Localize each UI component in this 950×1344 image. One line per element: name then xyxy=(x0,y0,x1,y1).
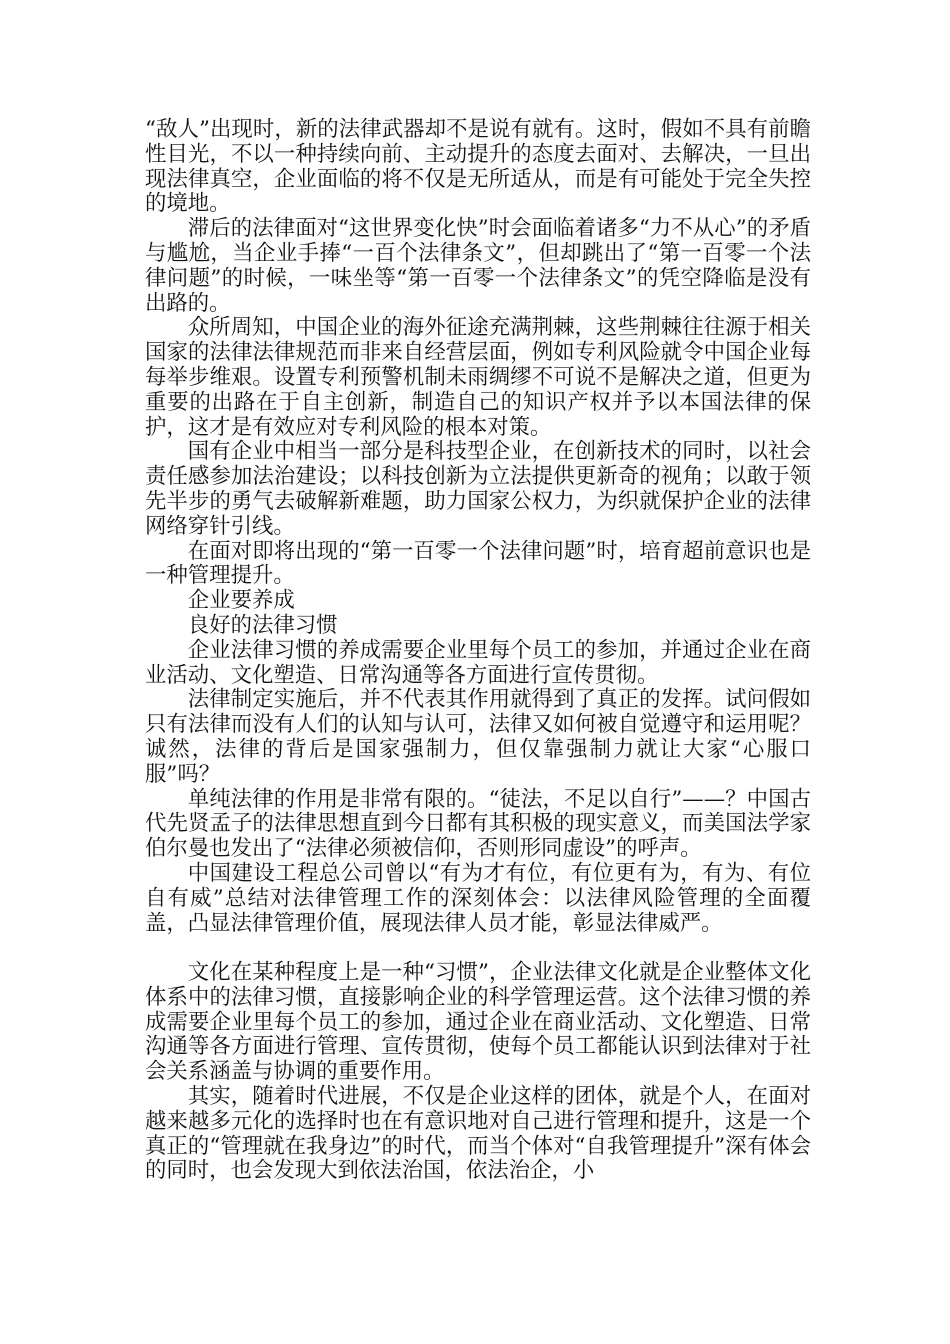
blank-line xyxy=(145,936,811,961)
paragraph: 在面对即将出现的“第一百零一个法律问题”时，培育超前意识也是一种管理提升。 xyxy=(145,538,811,589)
paragraph: 其实，随着时代进展，不仅是企业这样的团体，就是个人，在面对越来越多元化的选择时也在有意识地对自己进行管理和提升，这是一个真正的“管理就在我身边”的时代，而当个体对“自我管理提升”深有体会的同时，也会发现大到依法治国，依法治企，小 xyxy=(145,1084,811,1184)
section-heading-line-1: 企业要养成 xyxy=(187,588,295,614)
paragraph: 众所周知，中国企业的海外征途充满荆棘，这些荆棘往往源于相关国家的法律法律规范而非来自经营层面，例如专利风险就令中国企业每每举步维艰。设置专利预警机制未雨绸缪不可说不是解决之道，但更为重要的出路在于自主创新，制造自己的知识产权并予以本国法律的保护，这才是有效应对专利风险的根本对策。 xyxy=(145,315,811,440)
document-body xyxy=(145,118,811,1184)
paragraph: 企业法律习惯的养成需要企业里每个员工的参加，并通过企业在商业活动、文化塑造、日常沟通等各方面进行宣传贯彻。 xyxy=(145,637,811,688)
paragraph: 中国建设工程总公司曾以“有为才有位，有位更有为，有为、有位自有威”总结对法律管理工作的深刻体会：以法律风险管理的全面覆盖，凸显法律管理价值，展现法律人员才能，彰显法律威严。 xyxy=(145,860,811,936)
paragraph: 国有企业中相当一部分是科技型企业，在创新技术的同时，以社会责任感参加法治建设；以科技创新为立法提供更新奇的视角；以敢于领先半步的勇气去破解新难题，助力国家公权力，为织就保护企业的法律网络穿针引线。 xyxy=(145,439,811,539)
paragraph: “敌人”出现时，新的法律武器却不是说有就有。这时，假如不具有前瞻性目光，不以一种持续向前、主动提升的态度去面对、去解决，一旦出现法律真空，企业面临的将不仅是无所适从，而是有可能处于完全失控的境地。 xyxy=(145,117,811,217)
paragraph: 滞后的法律面对“这世界变化快”时会面临着诸多“力不从心”的矛盾与尴尬，当企业手捧“一百个法律条文”，但却跳出了“第一百零一个法律问题”的时候，一味坐等“第一百零一个法律条文”的凭空降临是没有出路的。 xyxy=(145,216,811,316)
section-heading-line-2: 良好的法律习惯 xyxy=(187,612,338,638)
paragraph: 法律制定实施后，并不代表其作用就得到了真正的发挥。试问假如只有法律而没有人们的认知与认可，法律又如何被自觉遵守和运用呢？诚然，法律的背后是国家强制力，但仅靠强制力就让大家“心服口服”吗？ xyxy=(145,687,811,787)
paragraph: 文化在某种程度上是一种“习惯”，企业法律文化就是企业整体文化体系中的法律习惯，直接影响企业的科学管理运营。这个法律习惯的养成需要企业里每个员工的参加，通过企业在商业活动、文化塑造、日常沟通等各方面进行管理、宣传贯彻，使每个员工都能认识到法律对于社会关系涵盖与协调的重要作用。 xyxy=(145,960,811,1085)
paragraph: 单纯法律的作用是非常有限的。“徒法，不足以自行”——？中国古代先贤孟子的法律思想直到今日都有其积极的现实意义，而美国法学家伯尔曼也发出了“法律必须被信仰，否则形同虚设”的呼声。 xyxy=(145,786,811,862)
